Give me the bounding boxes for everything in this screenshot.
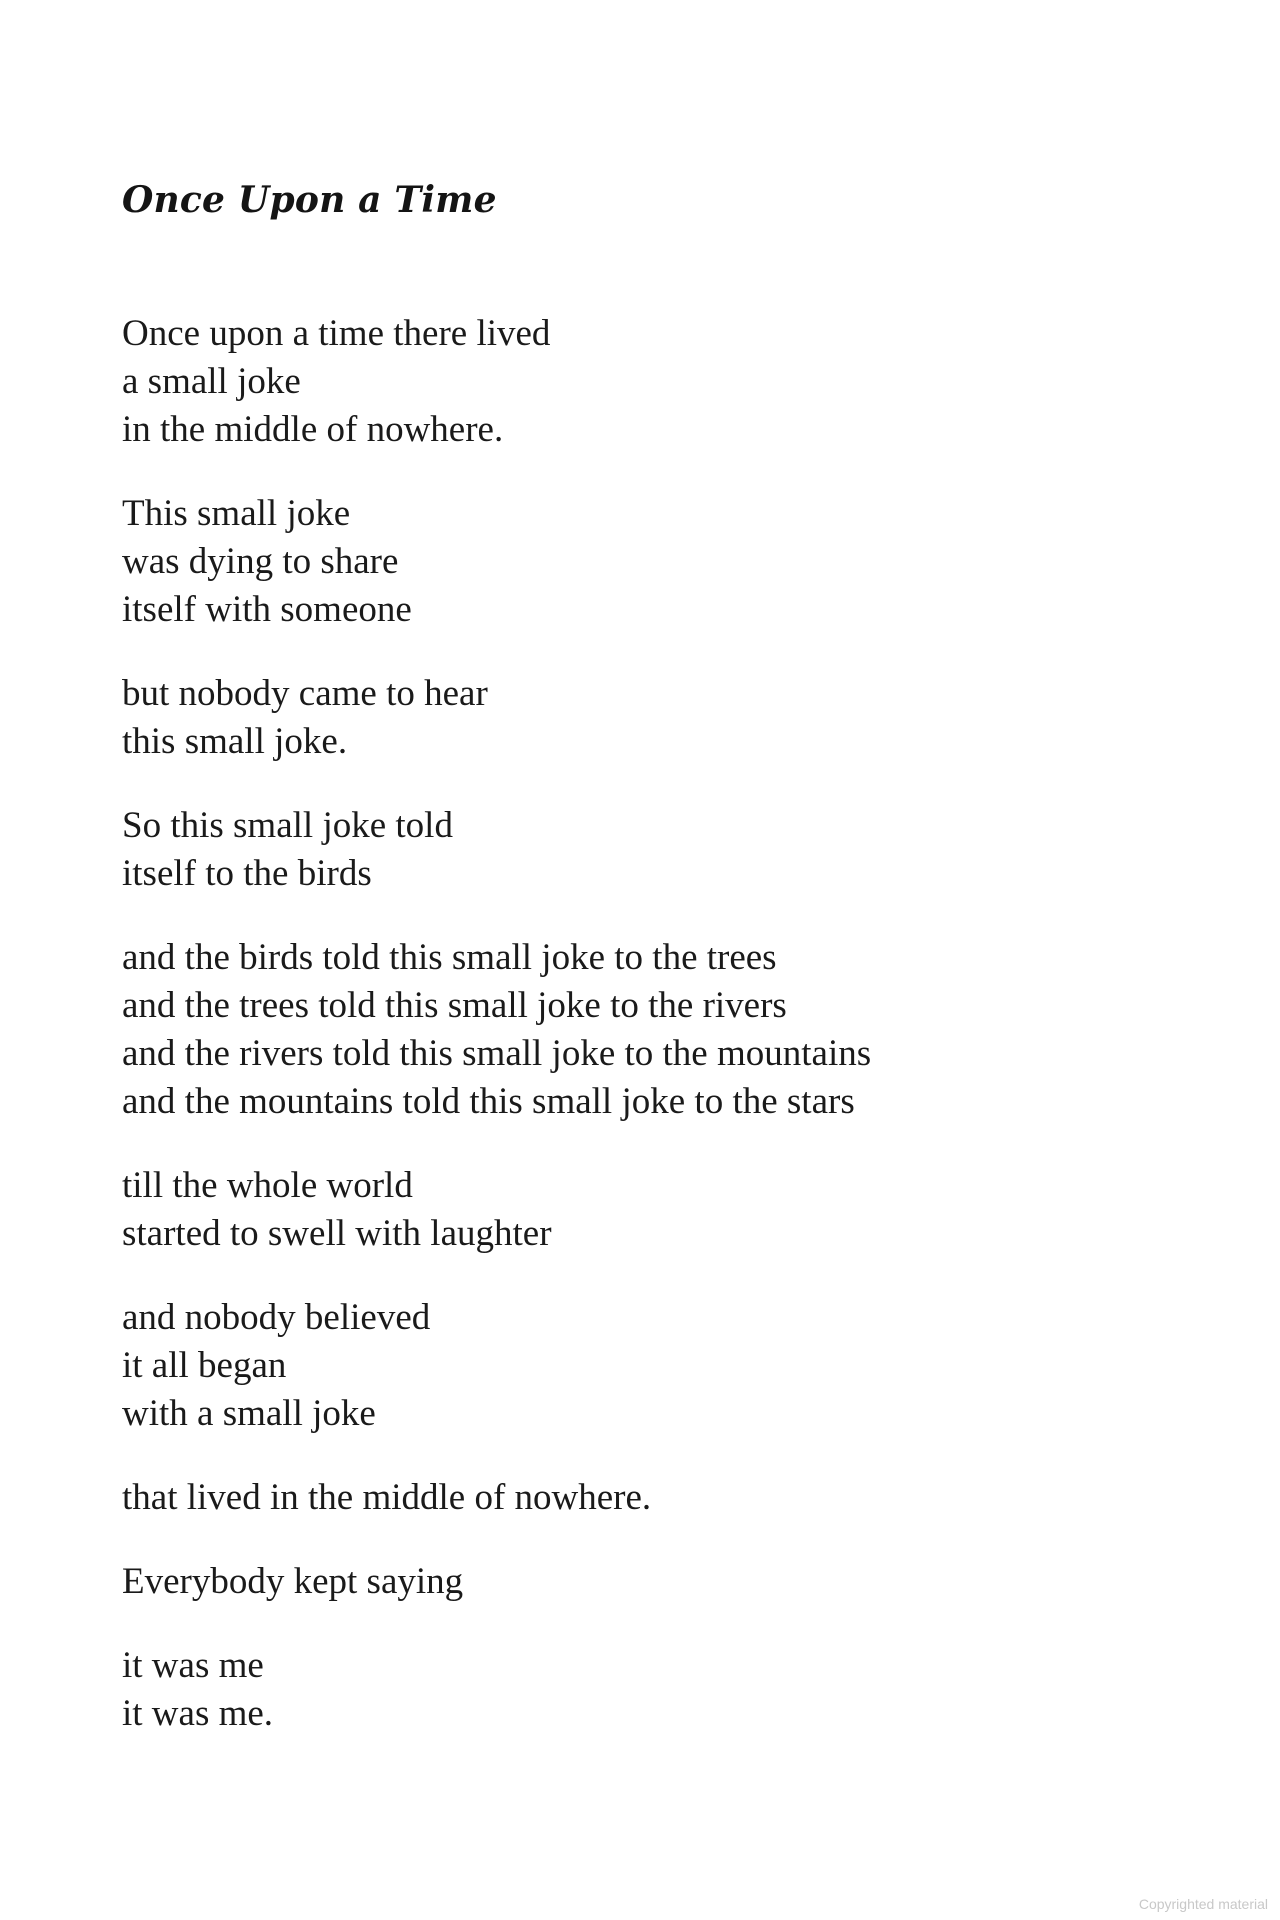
poem-line: this small joke. [122,721,348,762]
copyright-watermark: Copyrighted material [1138,1896,1268,1912]
poem-line: itself to the birds [122,853,372,894]
poem-line: Once upon a time there lived [122,313,551,354]
stanza [122,1558,1162,1606]
poem-line: and the trees told this small joke to the rivers [122,985,787,1026]
stanza [122,1162,1162,1258]
poem-line: but nobody came to hear [122,673,488,714]
poem-line: and the birds told this small joke to the trees [122,937,777,978]
poem-line: with a small joke [122,1393,376,1434]
stanza [122,802,1162,898]
poem-line: started to swell with laughter [122,1213,552,1254]
poem-line: Everybody kept saying [122,1561,464,1602]
stanza [122,1642,1162,1738]
poem-line: and the rivers told this small joke to the mountains [122,1033,872,1074]
poem-line: So this small joke told [122,805,453,846]
poem-line: in the middle of nowhere. [122,409,504,450]
poem-body [122,310,1162,1774]
poem-line: it was me [122,1645,264,1686]
stanza [122,490,1162,634]
stanza [122,1294,1162,1438]
stanza [122,310,1162,454]
poem-line: itself with someone [122,589,412,630]
poem-line: till the whole world [122,1165,413,1206]
poem-line: a small joke [122,361,301,402]
poem-line: was dying to share [122,541,399,582]
poem-line: This small joke [122,493,351,534]
poem-line: and nobody believed [122,1297,431,1338]
stanza [122,670,1162,766]
poem-title: Once Upon a Time [122,179,497,221]
poem-line: it all began [122,1345,287,1386]
stanza [122,934,1162,1126]
poem-line: it was me. [122,1693,274,1734]
poem-line: that lived in the middle of nowhere. [122,1477,652,1518]
stanza [122,1474,1162,1522]
poem-line: and the mountains told this small joke to the stars [122,1081,855,1122]
